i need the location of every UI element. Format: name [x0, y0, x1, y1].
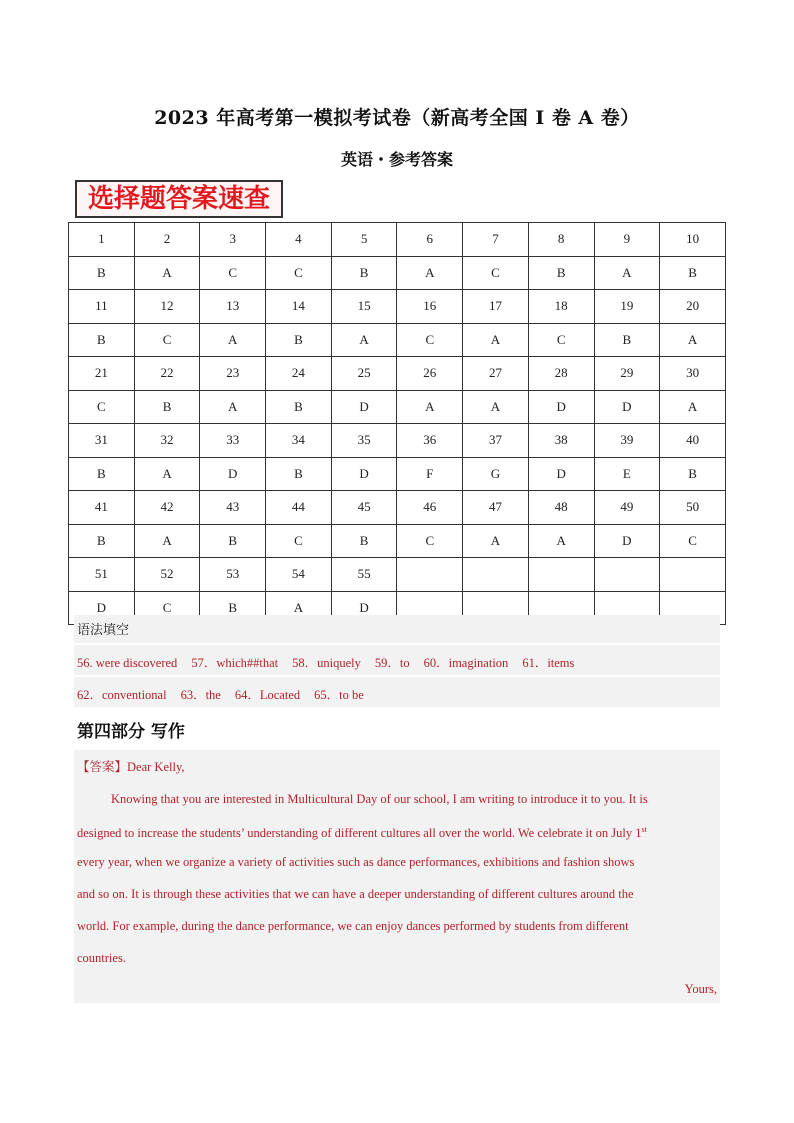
answer-cell: C: [200, 256, 266, 290]
question-number-cell: 13: [200, 290, 266, 324]
answer-cell: F: [397, 457, 463, 491]
answer-cell: B: [69, 323, 135, 357]
answer-cell: B: [331, 256, 397, 290]
answer-cell: C: [397, 524, 463, 558]
grammar-answer: 56. were discovered: [77, 656, 178, 670]
grammar-answer: 62．conventional: [77, 688, 167, 702]
page-title: 2023 年高考第一模拟考试卷（新高考全国 I 卷 A 卷）: [154, 107, 640, 129]
question-number-cell: 49: [594, 491, 660, 525]
answer-cell: B: [69, 524, 135, 558]
answer-cell: D: [331, 390, 397, 424]
answer-cell: B: [69, 457, 135, 491]
page-subtitle: 英语・参考答案: [340, 150, 453, 169]
salutation: Dear Kelly,: [127, 760, 185, 774]
question-number-cell: 16: [397, 290, 463, 324]
question-number-cell: [463, 558, 529, 592]
question-number-cell: 21: [69, 357, 135, 391]
answer-cell: A: [200, 323, 266, 357]
answer-cell: C: [134, 591, 200, 625]
question-number-cell: 29: [594, 357, 660, 391]
answer-cell: G: [463, 457, 529, 491]
answer-cell: D: [331, 591, 397, 625]
superscript-st: st: [641, 825, 647, 834]
answer-cell: A: [331, 323, 397, 357]
answer-row: [69, 323, 726, 357]
answer-cell: A: [200, 390, 266, 424]
answer-cell: D: [331, 457, 397, 491]
question-number-cell: 3: [200, 223, 266, 257]
question-number-cell: 20: [660, 290, 726, 324]
question-number-cell: 41: [69, 491, 135, 525]
answer-cell: D: [594, 524, 660, 558]
answer-cell: B: [660, 457, 726, 491]
quick-check-label: 选择题答案速查: [75, 180, 283, 218]
answer-cell: A: [266, 591, 332, 625]
essay-line: countries.: [77, 951, 126, 965]
question-number-cell: 38: [528, 424, 594, 458]
essay-line: designed to increase the students’ understanding of different cultures all over the world. We celebrate it on July 1st: [77, 825, 647, 841]
answer-cell: D: [69, 591, 135, 625]
question-number-cell: 10: [660, 223, 726, 257]
question-number-cell: 19: [594, 290, 660, 324]
question-number-cell: 34: [266, 424, 332, 458]
question-number-row: [69, 357, 726, 391]
question-number-cell: [528, 558, 594, 592]
question-number-cell: 54: [266, 558, 332, 592]
question-number-cell: [594, 558, 660, 592]
question-number-cell: 37: [463, 424, 529, 458]
question-number-cell: 47: [463, 491, 529, 525]
answer-row: [69, 524, 726, 558]
question-number-cell: 11: [69, 290, 135, 324]
question-number-cell: 9: [594, 223, 660, 257]
question-number-cell: [660, 558, 726, 592]
question-number-cell: 48: [528, 491, 594, 525]
question-number-cell: 51: [69, 558, 135, 592]
answer-cell: A: [528, 524, 594, 558]
question-number-cell: 14: [266, 290, 332, 324]
grammar-answer: 57．which##that: [191, 656, 279, 670]
question-number-cell: 22: [134, 357, 200, 391]
answer-cell: B: [266, 323, 332, 357]
essay-line: and so on. It is through these activities that we can have a deeper understanding of different cultures around the: [77, 887, 634, 901]
answer-cell: B: [200, 591, 266, 625]
answer-cell: C: [463, 256, 529, 290]
question-number-row: [69, 223, 726, 257]
question-number-cell: 43: [200, 491, 266, 525]
grammar-band-1: [74, 615, 720, 643]
answer-cell: E: [594, 457, 660, 491]
question-number-cell: 50: [660, 491, 726, 525]
question-number-row: [69, 491, 726, 525]
answer-cell: B: [528, 256, 594, 290]
question-number-cell: 12: [134, 290, 200, 324]
question-number-cell: 6: [397, 223, 463, 257]
question-number-cell: 24: [266, 357, 332, 391]
question-number-cell: 30: [660, 357, 726, 391]
answer-cell: C: [660, 524, 726, 558]
answer-cell: A: [134, 457, 200, 491]
section-title-writing: 第四部分 写作: [77, 722, 185, 742]
question-number-cell: 18: [528, 290, 594, 324]
answer-cell: B: [594, 323, 660, 357]
question-number-cell: 25: [331, 357, 397, 391]
answer-row: [69, 256, 726, 290]
grammar-answer: 58．uniquely: [292, 656, 361, 670]
question-number-row: [69, 424, 726, 458]
question-number-cell: 5: [331, 223, 397, 257]
question-number-cell: 28: [528, 357, 594, 391]
answer-cell: B: [331, 524, 397, 558]
answer-mark: 【答案】: [77, 759, 128, 774]
essay-line: world. For example, during the dance performance, we can enjoy dances performed by students from different: [77, 919, 629, 933]
answer-cell: D: [528, 390, 594, 424]
question-number-cell: 46: [397, 491, 463, 525]
question-number-cell: 26: [397, 357, 463, 391]
grammar-answers-line-1: [77, 653, 588, 671]
answer-cell: A: [134, 524, 200, 558]
question-number-row: [69, 290, 726, 324]
answer-cell: A: [463, 323, 529, 357]
answer-cell: B: [266, 457, 332, 491]
question-number-cell: 39: [594, 424, 660, 458]
answer-cell: C: [528, 323, 594, 357]
question-number-cell: 7: [463, 223, 529, 257]
answer-cell: D: [528, 457, 594, 491]
question-number-cell: 23: [200, 357, 266, 391]
essay-salutation-line: [77, 751, 717, 783]
grammar-answers-line-2: [77, 685, 378, 703]
answer-cell: A: [463, 390, 529, 424]
grammar-answer: 65．to be: [314, 688, 364, 702]
question-number-cell: 35: [331, 424, 397, 458]
question-number-cell: 31: [69, 424, 135, 458]
answer-cell: D: [200, 457, 266, 491]
question-number-cell: 32: [134, 424, 200, 458]
question-number-cell: 4: [266, 223, 332, 257]
answer-cell: C: [69, 390, 135, 424]
question-number-cell: 2: [134, 223, 200, 257]
answer-cell: A: [463, 524, 529, 558]
question-number-cell: [397, 558, 463, 592]
answer-cell: C: [134, 323, 200, 357]
question-number-cell: 1: [69, 223, 135, 257]
essay-line: every year, when we organize a variety of activities such as dance performances, exhibitions and fashion shows: [77, 855, 635, 869]
answer-cell: B: [266, 390, 332, 424]
answer-cell: A: [660, 323, 726, 357]
question-number-cell: 15: [331, 290, 397, 324]
question-number-cell: 36: [397, 424, 463, 458]
question-number-row: [69, 558, 726, 592]
answer-cell: C: [266, 524, 332, 558]
grammar-title: 语法填空: [77, 623, 130, 638]
question-number-cell: 55: [331, 558, 397, 592]
answer-cell: A: [660, 390, 726, 424]
grammar-answer: 63．the: [180, 688, 221, 702]
answer-table: [68, 222, 726, 625]
closing: Yours,: [684, 982, 717, 996]
question-number-cell: 8: [528, 223, 594, 257]
question-number-cell: 53: [200, 558, 266, 592]
grammar-answer: 60．imagination: [423, 656, 509, 670]
answer-cell: C: [266, 256, 332, 290]
question-number-cell: 27: [463, 357, 529, 391]
question-number-cell: 42: [134, 491, 200, 525]
question-number-cell: 44: [266, 491, 332, 525]
question-number-cell: 33: [200, 424, 266, 458]
grammar-answer: 61．items: [522, 656, 575, 670]
answer-cell: C: [397, 323, 463, 357]
answer-cell: B: [134, 390, 200, 424]
answer-cell: A: [134, 256, 200, 290]
question-number-cell: 52: [134, 558, 200, 592]
answer-cell: B: [200, 524, 266, 558]
answer-row: [69, 457, 726, 491]
question-number-cell: 40: [660, 424, 726, 458]
answer-cell: D: [594, 390, 660, 424]
answer-cell: B: [660, 256, 726, 290]
grammar-answer: 64．Located: [234, 688, 301, 702]
question-number-cell: 17: [463, 290, 529, 324]
essay-line: Knowing that you are interested in Multicultural Day of our school, I am writing to introduce it to you. It is: [111, 792, 648, 806]
answer-cell: A: [397, 256, 463, 290]
answer-row: [69, 390, 726, 424]
question-number-cell: 45: [331, 491, 397, 525]
answer-cell: B: [69, 256, 135, 290]
answer-cell: A: [397, 390, 463, 424]
grammar-answer: 59．to: [374, 656, 410, 670]
answer-cell: A: [594, 256, 660, 290]
